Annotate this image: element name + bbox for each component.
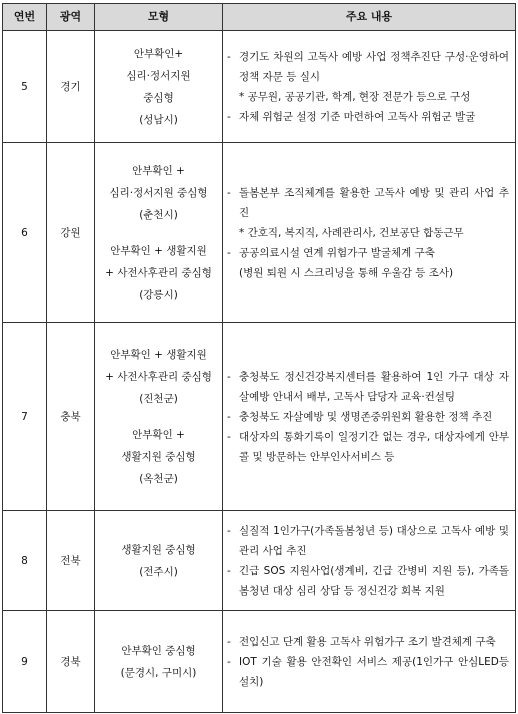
- content-item-text: 경기도 차원의 고독사 예방 사업 정책추진단 구성·운영하여 정책 자문 등 실시: [239, 50, 509, 83]
- table-row: [3, 143, 516, 323]
- row-model: [95, 323, 223, 511]
- table-body: [3, 31, 516, 713]
- model-line: (성남시): [139, 113, 178, 126]
- header-model: 모형: [95, 4, 223, 31]
- row-content: [223, 611, 516, 713]
- row-model: [95, 143, 223, 323]
- model-line: 안부확인 +: [132, 164, 185, 177]
- header-no: 연번: [3, 4, 47, 31]
- dash-bullet-icon: -: [227, 430, 231, 443]
- dash-bullet-icon: -: [227, 564, 231, 577]
- content-note: (병원 퇴원 시 스크리닝을 통해 우울감 등 조사): [239, 266, 454, 279]
- model-block: [95, 640, 222, 684]
- model-block: [95, 539, 222, 583]
- row-number: 6: [3, 143, 47, 323]
- row-content: [223, 511, 516, 611]
- row-region: 충북: [47, 323, 95, 511]
- content-item: [227, 561, 509, 601]
- row-content: [223, 323, 516, 511]
- model-gap: [95, 226, 222, 240]
- dash-bullet-icon: -: [227, 246, 231, 259]
- row-number: 9: [3, 611, 47, 713]
- table-row: [3, 611, 516, 713]
- row-region: 경북: [47, 611, 95, 713]
- content-item: [227, 107, 509, 127]
- content-item: [227, 183, 509, 223]
- model-line: (전주시): [139, 565, 178, 578]
- model-line: 안부확인 +: [132, 428, 185, 441]
- header-content: 주요 내용: [223, 4, 516, 31]
- model-line: 심리·정서지원 중심형: [109, 186, 208, 199]
- content-item: [227, 632, 509, 652]
- row-region: 경기: [47, 31, 95, 143]
- model-line: 안부확인 + 생활지원: [110, 244, 207, 257]
- row-model: [95, 31, 223, 143]
- model-line: 생활지원 중심형: [121, 450, 196, 463]
- content-item-text: 전입신고 단계 활용 고독사 위험가구 조기 발견체계 구축: [239, 635, 496, 648]
- table-row: [3, 31, 516, 143]
- table-row: [3, 511, 516, 611]
- content-item: [227, 47, 509, 87]
- policy-table: [2, 3, 516, 713]
- row-model: [95, 611, 223, 713]
- content-item-text: 충청북도 정신건강복지센터를 활용하여 1인 가구 대상 자살예방 안내서 배부, 고독사 담당자 교육·컨설팅: [239, 370, 509, 403]
- model-block: [95, 344, 222, 410]
- dash-bullet-icon: -: [227, 410, 231, 423]
- content-item-text: 충청북도 자살예방 및 생명존중위원회 활용한 정책 추진: [239, 410, 493, 423]
- model-line: 생활지원 중심형: [121, 543, 196, 556]
- model-block: [95, 43, 222, 131]
- row-region: 전북: [47, 511, 95, 611]
- row-model: [95, 511, 223, 611]
- row-number: 5: [3, 31, 47, 143]
- dash-bullet-icon: -: [227, 50, 231, 63]
- row-region: 강원: [47, 143, 95, 323]
- model-block: [95, 424, 222, 490]
- model-block: [95, 160, 222, 226]
- content-item: [227, 407, 509, 427]
- row-number: 8: [3, 511, 47, 611]
- model-line: 심리·정서지원: [126, 69, 191, 82]
- content-item-text: 대상자의 통화기록이 일정기간 없는 경우, 대상자에게 안부콜 및 방문하는 안부인사서비스 등: [239, 430, 509, 463]
- content-item: [227, 652, 509, 692]
- row-number: 7: [3, 323, 47, 511]
- model-gap: [95, 410, 222, 424]
- model-line: (강릉시): [139, 288, 178, 301]
- model-line: (문경시, 구미시): [120, 666, 197, 679]
- dash-bullet-icon: -: [227, 370, 231, 383]
- model-line: + 사전사후관리 중심형: [105, 266, 212, 279]
- content-footnote: * 간호직, 복지직, 사례관리사, 건보공단 합동근무: [239, 226, 464, 239]
- dash-bullet-icon: -: [227, 524, 231, 537]
- model-line: 안부확인 + 생활지원: [110, 348, 207, 361]
- content-item-text: 자체 위험군 설정 기준 마련하여 고독사 위험군 발굴: [239, 110, 476, 123]
- content-item-text: 긴급 SOS 지원사업(생계비, 긴급 간병비 지원 등), 가족돌봄청년 대상 심리 상담 등 정신건강 회복 지원: [239, 564, 509, 597]
- header-region: 광역: [47, 4, 95, 31]
- dash-bullet-icon: -: [227, 635, 231, 648]
- dash-bullet-icon: -: [227, 655, 231, 668]
- table-header-row: [3, 4, 516, 31]
- content-item: [227, 521, 509, 561]
- content-item-text: 돌봄본부 조직체계를 활용한 고독사 예방 및 관리 사업 추진: [239, 186, 509, 219]
- row-content: [223, 143, 516, 323]
- content-item-text: 공공의료시설 연계 위험가구 발굴체계 구축: [239, 246, 435, 259]
- row-content: [223, 31, 516, 143]
- table-row: [3, 323, 516, 511]
- model-line: 안부확인+: [133, 47, 184, 60]
- model-line: (춘천시): [139, 208, 178, 221]
- content-item: [227, 427, 509, 467]
- model-line: (옥천군): [139, 472, 178, 485]
- model-line: 안부확인 중심형: [121, 644, 196, 657]
- content-item-text: IOT 기술 활용 안전확인 서비스 제공(1인가구 안심LED등 설치): [239, 655, 509, 688]
- model-block: [95, 240, 222, 306]
- content-item-text: 실질적 1인가구(가족돌봄청년 등) 대상으로 고독사 예방 및 관리 사업 추진: [239, 524, 509, 557]
- dash-bullet-icon: -: [227, 110, 231, 123]
- model-line: + 사전사후관리 중심형: [105, 370, 212, 383]
- dash-bullet-icon: -: [227, 186, 231, 199]
- content-item: [227, 367, 509, 407]
- content-item: [227, 243, 509, 263]
- model-line: 중심형: [143, 91, 174, 104]
- model-line: (진천군): [139, 392, 178, 405]
- content-footnote: * 공무원, 공공기관, 학계, 현장 전문가 등으로 구성: [239, 90, 471, 103]
